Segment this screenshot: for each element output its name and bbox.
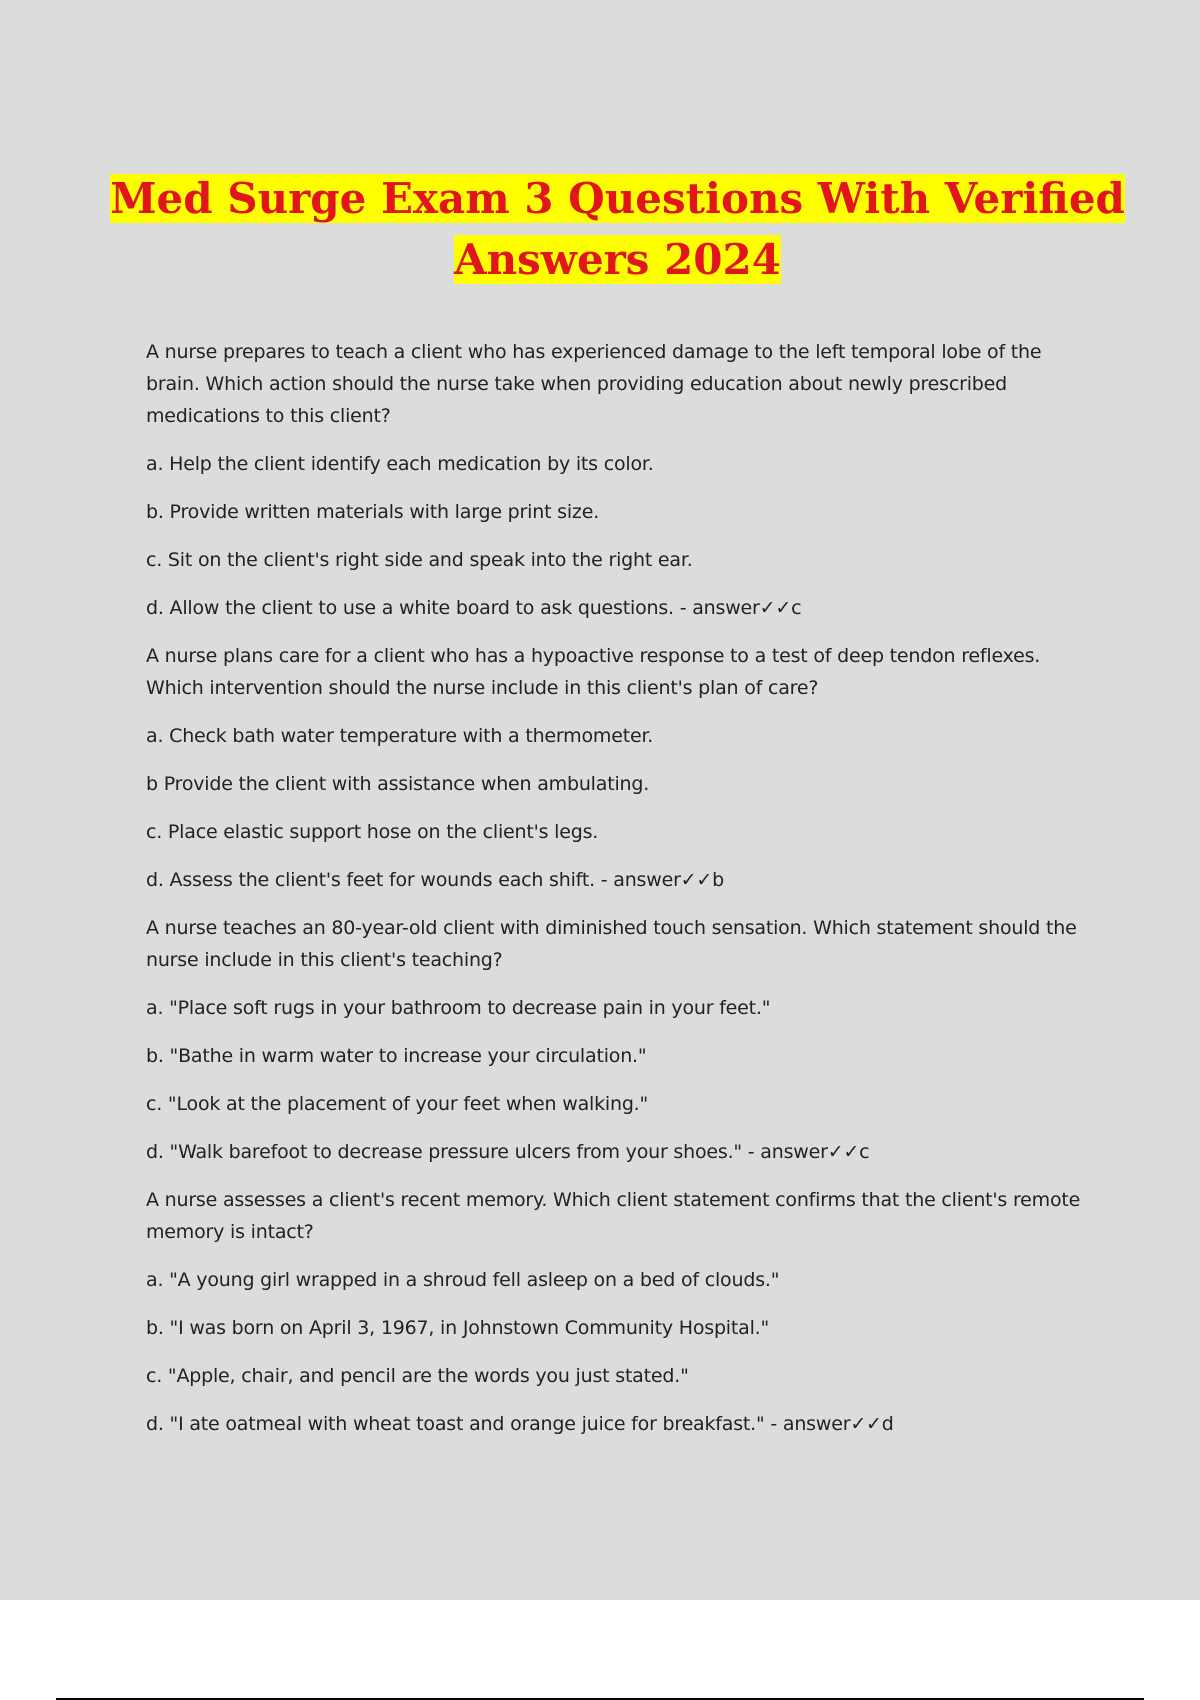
question-stem: A nurse prepares to teach a client who has experienced damage to the left temporal lobe of the brain. Which action should the nurse take when providing education about newly prescribed medications to this client? — [146, 341, 1042, 427]
question-block — [146, 640, 1091, 896]
document-title — [100, 168, 1135, 290]
question-block — [146, 1184, 1091, 1440]
question-block — [146, 336, 1091, 624]
answer-option: c. Sit on the client's right side and speak into the right ear. — [146, 549, 693, 571]
answer-option: b. "I was born on April 3, 1967, in Johnstown Community Hospital." — [146, 1317, 770, 1339]
question-list — [146, 336, 1091, 1456]
answer-option-with-key: d. "Walk barefoot to decrease pressure ulcers from your shoes." - answer✓✓c — [146, 1141, 870, 1163]
answer-option-with-key: d. Assess the client's feet for wounds each shift. - answer✓✓b — [146, 869, 724, 891]
answer-option: a. "Place soft rugs in your bathroom to decrease pain in your feet." — [146, 997, 771, 1019]
question-stem: A nurse teaches an 80-year-old client with diminished touch sensation. Which statement should the nurse include in this client's teaching? — [146, 917, 1077, 971]
title-line-1: Med Surge Exam 3 Questions With Verified — [110, 174, 1125, 223]
answer-option: b. Provide written materials with large print size. — [146, 501, 600, 523]
answer-option: a. Help the client identify each medication by its color. — [146, 453, 654, 475]
question-stem: A nurse plans care for a client who has a hypoactive response to a test of deep tendon reflexes. Which intervention should the nurse include in this client's plan of care? — [146, 645, 1041, 699]
title-line-2: Answers 2024 — [454, 235, 781, 284]
answer-option-with-key: d. Allow the client to use a white board to ask questions. - answer✓✓c — [146, 597, 802, 619]
answer-option: c. "Look at the placement of your feet when walking." — [146, 1093, 649, 1115]
question-stem: A nurse assesses a client's recent memory. Which client statement confirms that the client's remote memory is intact? — [146, 1189, 1081, 1243]
answer-option: b. "Bathe in warm water to increase your circulation." — [146, 1045, 647, 1067]
answer-option-with-key: d. "I ate oatmeal with wheat toast and orange juice for breakfast." - answer✓✓d — [146, 1413, 894, 1435]
answer-option: c. Place elastic support hose on the client's legs. — [146, 821, 599, 843]
answer-option: c. "Apple, chair, and pencil are the words you just stated." — [146, 1365, 689, 1387]
question-block — [146, 912, 1091, 1168]
answer-option: a. "A young girl wrapped in a shroud fell asleep on a bed of clouds." — [146, 1269, 780, 1291]
answer-option: a. Check bath water temperature with a thermometer. — [146, 725, 654, 747]
answer-option: b Provide the client with assistance when ambulating. — [146, 773, 650, 795]
